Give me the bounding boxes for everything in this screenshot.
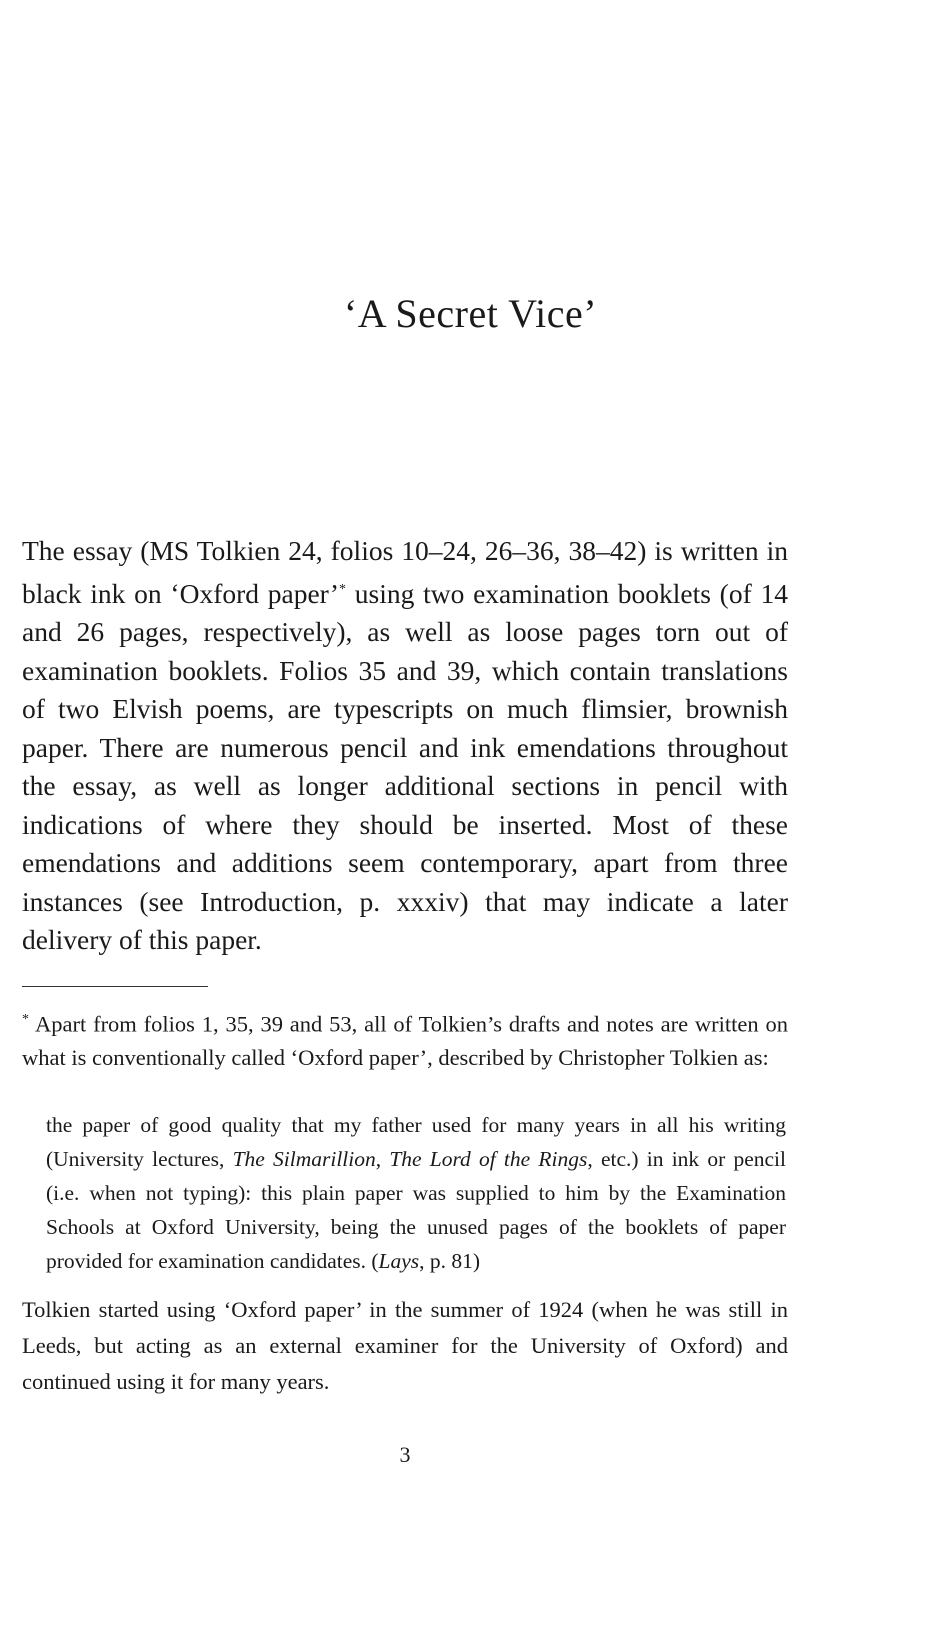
- footnote-blockquote: [46, 1108, 786, 1278]
- footnote-intro-text: Apart from folios 1, 35, 39 and 53, all of Tolkien’s drafts and notes are written on what is conventionally called ‘Oxford paper’, described by Christopher Tolkien as:: [22, 1011, 788, 1070]
- quote-title-lays: Lays: [378, 1249, 420, 1273]
- chapter-title: ‘A Secret Vice’: [343, 291, 598, 336]
- quote-title-lotr: The Lord of the Rings: [389, 1147, 588, 1171]
- quote-text-3: , p. 81): [419, 1249, 481, 1273]
- quote-title-silmarillion: The Silmarillion: [232, 1147, 376, 1171]
- quote-text-2: , etc.) in ink or pencil (i.e. when not typing): this plain paper was supplied to him by the Examination Schools at Oxford University, being the unused pages of the booklets of paper provided for examination candidates. (: [46, 1147, 787, 1273]
- quote-text-1: the paper of good quality that my father used for many years in all his writing (University lectures,: [46, 1113, 786, 1171]
- footnote-intro: [22, 1003, 788, 1074]
- footnote-divider: [22, 986, 208, 987]
- footnote-closing: Tolkien started using ‘Oxford paper’ in the summer of 1924 (when he was still in Leeds, but acting as an external examiner for the University of Oxford) and continued using it for many years.: [22, 1297, 788, 1394]
- footnote-reference-mark: *: [339, 581, 346, 597]
- body-paragraph: [22, 532, 788, 960]
- page-number: 3: [399, 1442, 411, 1467]
- footnote-mark: *: [22, 1012, 29, 1027]
- body-text-part2: using two examination booklets (of 14 and 26 pages, respectively), as well as loose pages torn out of examination booklets. Folios 35 and 39, which contain translations of two Elvish poems, are typescripts on much flimsier, brownish paper. There are numerous pencil and ink emendations throughout the essay, as well as longer additional sections in pencil with indications of where they should be inserted. Most of these emendations and additions seem contemporary, apart from three instances (see Introduction, p. xxxiv) that may indicate a later delivery of this paper.: [22, 577, 788, 956]
- quote-separator: ,: [375, 1147, 390, 1171]
- body-text-part1: The essay (MS Tolkien 24, folios 10–24, 26–36, 38–42) is written in black ink on ‘Oxford paper’: [22, 535, 788, 609]
